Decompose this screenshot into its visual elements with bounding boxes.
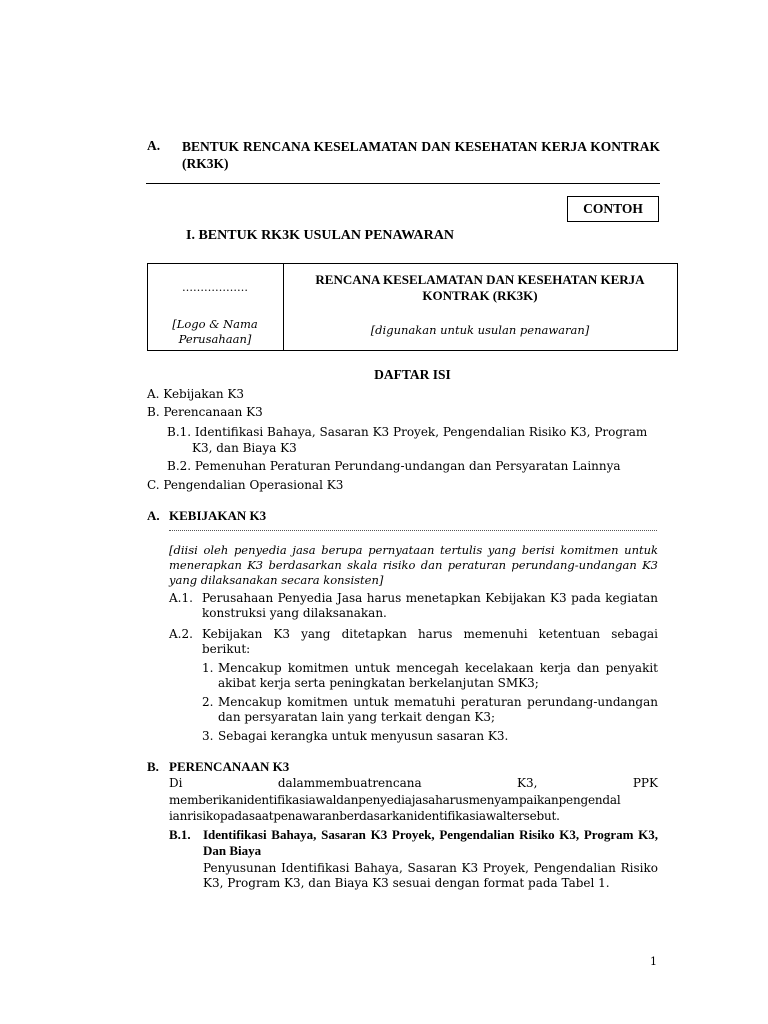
item-number: A.1. — [169, 591, 193, 605]
paragraph-line — [169, 776, 658, 791]
cover-box-divider — [283, 263, 284, 351]
logo-label: [Logo & Nama Perusahaan] — [172, 317, 258, 346]
heading-letter: A. — [147, 138, 161, 153]
list-number: 2. — [202, 695, 214, 709]
cover-subtitle: [digunakan untuk usulan penawaran] — [370, 323, 590, 337]
word: dalammembuatrencana — [277, 776, 422, 790]
toc-item: C. Pengendalian Operasional K3 — [147, 478, 344, 492]
cover-title: RENCANA KESELAMATAN DAN KESEHATAN KERJA KONTRAK (RK3K) — [315, 272, 645, 303]
list-item: Mencakup komitmen untuk mematuhi peraturan perundang-undangan dan persyaratan lain yang terkait dengan K3; — [218, 695, 658, 724]
logo-placeholder-dots: ……………… — [182, 281, 248, 294]
toc-item: B. Perencanaan K3 — [147, 405, 263, 419]
list-number: 1. — [202, 661, 214, 675]
section-b-letter: B. — [147, 759, 159, 774]
subsection-number: B.1. — [169, 827, 191, 842]
paragraph-line: ianrisikopadasaatpenawaranberdasarkanidentifikasiawaltersebut. — [169, 809, 560, 823]
section-a-title: KEBIJAKAN K3 — [169, 508, 267, 523]
paragraph: Penyusunan Identifikasi Bahaya, Sasaran K3 Proyek, Pengendalian Risiko K3, Program K3, dan Biaya K3 sesuai dengan format pada Tabel 1. — [203, 861, 658, 890]
word: Di — [169, 776, 183, 790]
horizontal-rule — [146, 183, 660, 184]
item-number: A.2. — [169, 627, 193, 641]
list-item: Mencakup komitmen untuk mencegah kecelakaan kerja dan penyakit akibat kerja serta peningkatan berkelanjutan SMK3; — [218, 661, 658, 690]
toc-item: K3, dan Biaya K3 — [192, 441, 297, 455]
subsection-title: Identifikasi Bahaya, Sasaran K3 Proyek, Pengendalian Risiko K3, Program K3, Dan Biaya — [203, 827, 658, 858]
list-item: Sebagai kerangka untuk menyusun sasaran K3. — [218, 729, 509, 743]
section-1-title: I. BENTUK RK3K USULAN PENAWARAN — [186, 228, 454, 243]
page-number: 1 — [650, 955, 657, 968]
toc-item: A. Kebijakan K3 — [147, 387, 245, 401]
paragraph: Kebijakan K3 yang ditetapkan harus memenuhi ketentuan sebagai berikut: — [202, 627, 658, 656]
paragraph: Perusahaan Penyedia Jasa harus menetapkan Kebijakan K3 pada kegiatan konstruksi yang dilaksanakan. — [202, 591, 658, 620]
contoh-label-box: CONTOH — [567, 196, 659, 222]
section-a-letter: A. — [147, 508, 160, 523]
toc-item: B.2. Pemenuhan Peraturan Perundang-undangan dan Persyaratan Lainnya — [167, 459, 621, 473]
toc-title: DAFTAR ISI — [374, 367, 451, 382]
section-b-title: PERENCANAAN K3 — [169, 759, 290, 774]
document-heading: BENTUK RENCANA KESELAMATAN DAN KESEHATAN KERJA KONTRAK (RK3K) — [182, 139, 660, 171]
paragraph-line: memberikanidentifikasiawaldanpenyediajasaharusmenyampaikanpengendal — [169, 793, 621, 807]
word: PPK — [632, 776, 658, 790]
dotted-fill-line — [169, 530, 657, 531]
toc-item: B.1. Identifikasi Bahaya, Sasaran K3 Proyek, Pengendalian Risiko K3, Program — [167, 425, 648, 439]
word: K3, — [517, 776, 538, 790]
instruction-note: [diisi oleh penyedia jasa berupa pernyataan tertulis yang berisi komitmen untuk menerapkan K3 berdasarkan skala risiko dan peraturan perundang-undangan K3 yang dilaksanakan secara konsisten] — [169, 543, 658, 587]
list-number: 3. — [202, 729, 214, 743]
